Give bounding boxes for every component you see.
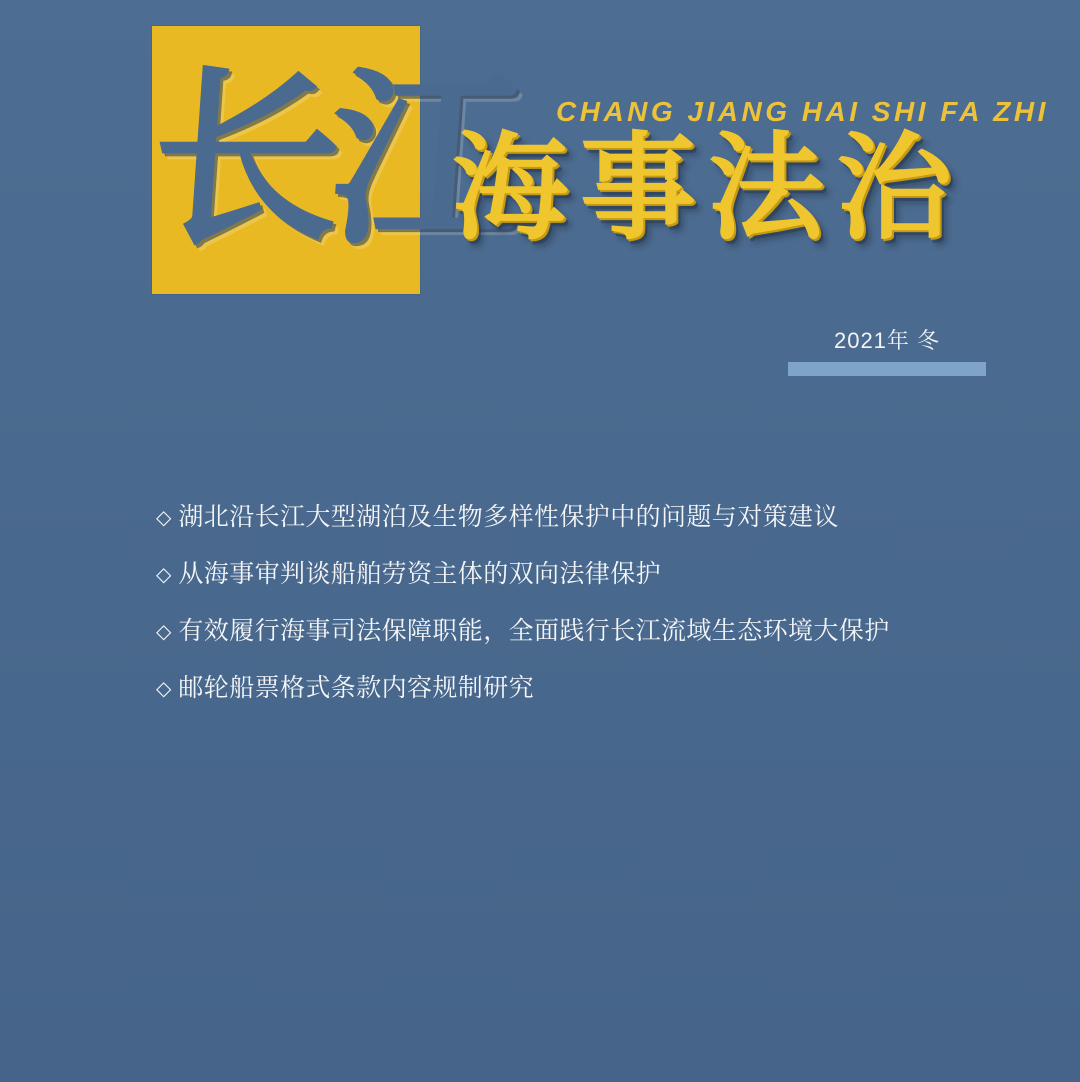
list-item [156, 614, 996, 650]
list-item [156, 500, 996, 536]
masthead [0, 18, 1080, 308]
pinyin-subtitle: CHANG JIANG HAI SHI FA ZHI [556, 96, 1049, 127]
diamond-bullet-icon: ◇ [156, 678, 172, 700]
contents-list [156, 500, 996, 728]
logo-badge [144, 26, 516, 294]
issue-underline-band [788, 362, 986, 376]
list-item-title: 从海事审判谈船舶劳资主体的双向法律保护 [178, 560, 661, 588]
brand-logo-glyph: 长江 [144, 48, 516, 271]
page-title: 海事法治 [452, 120, 964, 256]
diamond-bullet-icon: ◇ [156, 507, 172, 529]
issue-date-label: 2021年 冬 [833, 328, 941, 353]
diamond-bullet-icon: ◇ [156, 621, 172, 643]
list-item [156, 671, 996, 707]
issue-date-tag [788, 318, 986, 376]
list-item-title: 湖北沿长江大型湖泊及生物多样性保护中的问题与对策建议 [178, 503, 839, 531]
list-item-title: 有效履行海事司法保障职能，全面践行长江流域生态环境大保护 [178, 617, 890, 645]
list-item-title: 邮轮船票格式条款内容规制研究 [178, 674, 534, 702]
diamond-bullet-icon: ◇ [156, 564, 172, 586]
list-item [156, 557, 996, 593]
